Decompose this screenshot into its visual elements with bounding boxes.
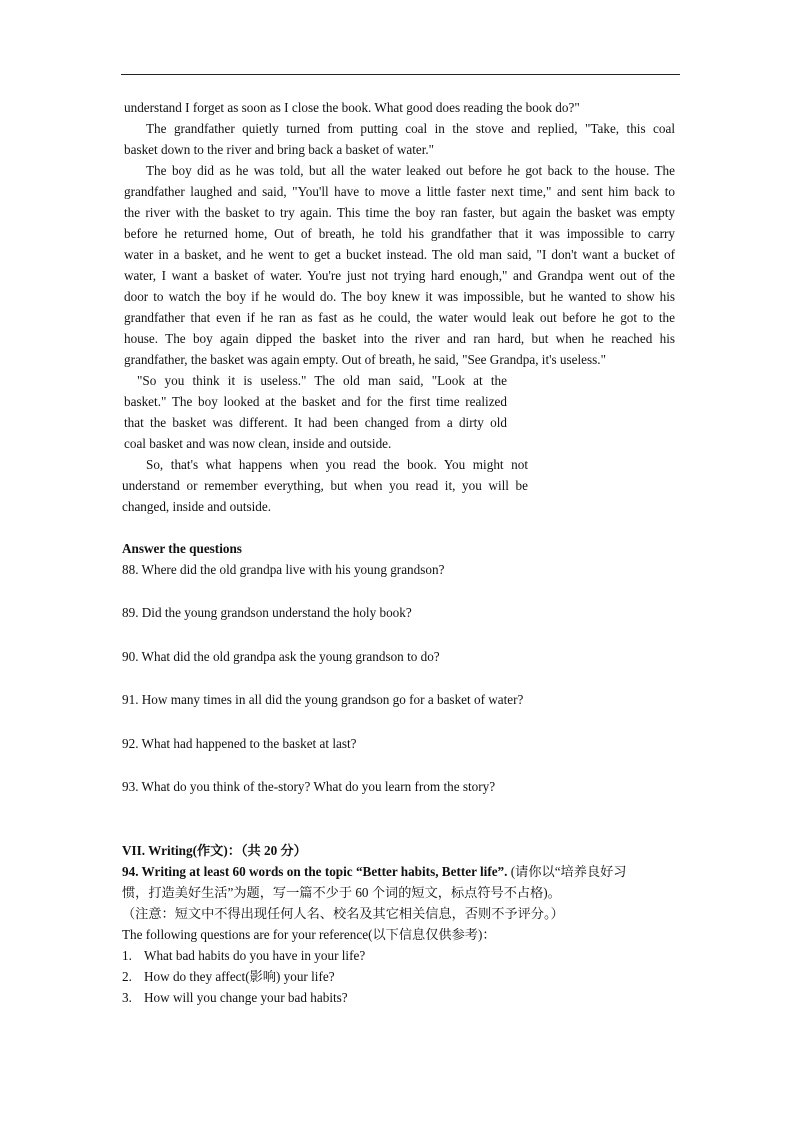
story-line: water in a basket, and he went to get a bucket instead. The old man said, "I don't want a bucket of <box>124 247 675 262</box>
story-line: before he returned home, Out of breath, he told his grandfather that it was impossible to carry <box>124 226 675 241</box>
story-line: understand I forget as soon as I close the book. What good does reading the book do?" <box>124 100 580 115</box>
writing-note: （注意：短文中不得出现任何人名、校名及其它相关信息，否则不予评分。） <box>122 906 564 921</box>
story-line: coal basket and was now clean, inside and outside. <box>124 436 392 451</box>
story-line: changed, inside and outside. <box>122 499 272 514</box>
story-line: basket down to the river and bring back a basket of water." <box>124 142 435 157</box>
writing-task-cn: (请你以“培养良好习 <box>507 864 627 879</box>
reference-number: 2. <box>122 969 132 984</box>
writing-reference: The following questions are for your reference(以下信息仅供参考)： <box>122 927 496 942</box>
question-90: 90. What did the old grandpa ask the young grandson to do? <box>122 649 440 664</box>
story-line: house. The boy again dipped the basket into the river and ran hard, but when he reached his <box>124 331 675 346</box>
question-91: 91. How many times in all did the young grandson go for a basket of water? <box>122 692 524 707</box>
story-line: grandfather that even if he ran as fast as he could, the water would leak out before he got to the <box>124 310 675 325</box>
header-rule <box>121 74 680 75</box>
story-line: "So you think it is useless." The old man said, "Look at the <box>137 373 507 388</box>
question-89: 89. Did the young grandson understand the holy book? <box>122 605 412 620</box>
story-line: understand or remember everything, but when you read it, you will be <box>122 478 528 493</box>
reference-text: How do they affect(影响) your life? <box>144 969 335 984</box>
writing-task-title: 94. Writing at least 60 words on the topic “Better habits, Better life”. <box>122 864 508 879</box>
story-line: that the basket was different. It had been changed from a dirty old <box>124 415 507 430</box>
story-line: The grandfather quietly turned from putting coal in the stove and replied, "Take, this coal <box>146 121 675 136</box>
story-line: the river with the basket to try again. This time the boy ran faster, but again the basket was empty <box>124 205 675 220</box>
story-line: grandfather, the basket was again empty. Out of breath, he said, "See Grandpa, it's useless." <box>124 352 606 367</box>
story-line: water, I want a basket of water. You're just not trying hard enough," and Grandpa went out of the <box>124 268 675 283</box>
reference-item <box>122 945 365 966</box>
reference-number: 3. <box>122 990 132 1005</box>
story-line: basket." The boy looked at the basket and for the first time realized <box>124 394 507 409</box>
reference-number: 1. <box>122 948 132 963</box>
reference-text: What bad habits do you have in your life? <box>144 948 366 963</box>
questions-heading: Answer the questions <box>122 541 242 556</box>
question-92: 92. What had happened to the basket at last? <box>122 736 357 751</box>
reference-item <box>122 987 348 1008</box>
writing-task <box>122 861 627 882</box>
reference-text: How will you change your bad habits? <box>144 990 348 1005</box>
writing-task-cn-line2: 惯，打造美好生活”为题，写一篇不少于 60 个词的短文，标点符号不占格)。 <box>122 885 561 900</box>
story-line: So, that's what happens when you read the book. You might not <box>146 457 528 472</box>
writing-heading: VII. Writing(作文)：（共 20 分） <box>122 843 307 858</box>
reference-item <box>122 966 335 987</box>
question-88: 88. Where did the old grandpa live with his young grandson? <box>122 562 445 577</box>
story-line: grandfather laughed and said, "You'll have to move a little faster next time," and sent him back to <box>124 184 675 199</box>
story-line: door to watch the boy if he would do. The boy knew it was impossible, but he wanted to show his <box>124 289 675 304</box>
story-line: The boy did as he was told, but all the water leaked out before he got back to the house. The <box>146 163 675 178</box>
question-93: 93. What do you think of the-story? What do you learn from the story? <box>122 779 496 794</box>
